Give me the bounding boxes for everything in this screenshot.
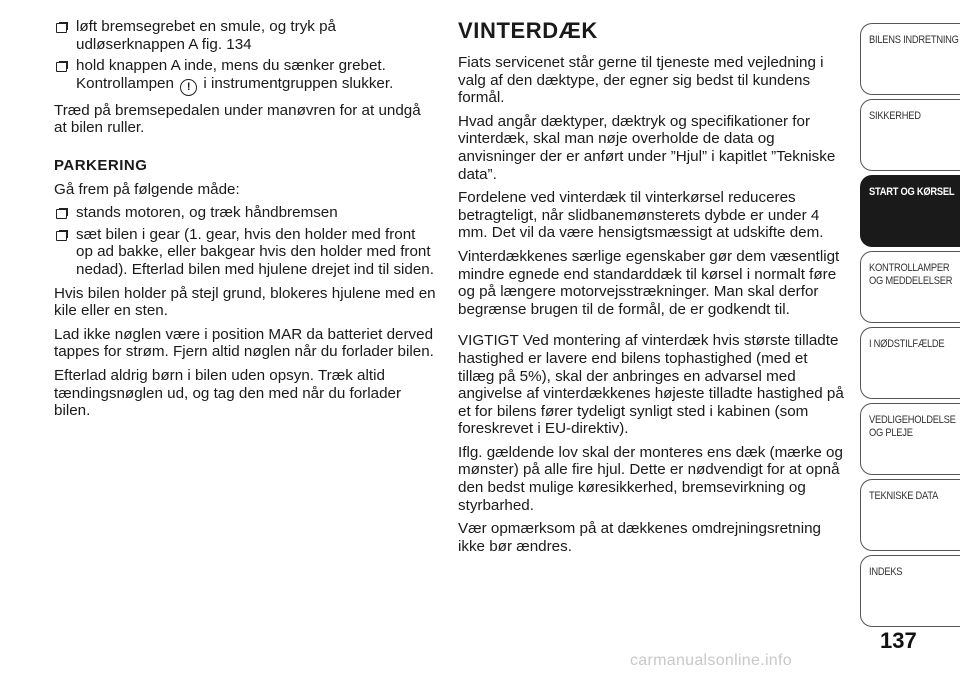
list-item: [54, 204, 436, 222]
bullet-text-part: hold knappen A inde, mens du sænker grebet. Kontrollampen: [76, 57, 386, 92]
page-number: 137: [880, 628, 917, 653]
important-paragraph: VIGTIGT Ved montering af vinterdæk hvis største tilladte hastighed er lavere end bilens tophastighed (med et tillæg på 5%), skal der anbringes en advarsel med angivelse af vinterdækkenes højeste tilladte hastighed på et for bilens fører tydeligt synligt sted i kabinen (som foreskrevet i EU-direktiv).: [458, 332, 844, 438]
tab-sikkerhed[interactable]: [860, 99, 960, 171]
parking-heading: PARKERING: [54, 156, 148, 174]
left-column: [54, 18, 436, 426]
parking-intro: Gå frem på følgende måde:: [54, 180, 240, 198]
bullet-text: løft bremsegrebet en smule, og tryk på udløserknappen A fig. 134: [76, 18, 336, 53]
checkbox-bullet-icon: [56, 209, 67, 219]
list-item: [54, 57, 436, 96]
tab-label: VEDLIGEHOLDELSE: [869, 414, 956, 426]
key-paragraph: Lad ikke nøglen være i position MAR da batteriet derved tappes for strøm. Fjern altid nøglen når du forlader bilen.: [54, 325, 434, 361]
brake-paragraph: Træd på bremsepedalen under manøvren for at undgå at bilen ruller.: [54, 101, 421, 137]
right-column: [458, 18, 846, 561]
tab-label: OG PLEJE: [869, 427, 913, 439]
bullet-text: sæt bilen i gear (1. gear, hvis den holder med front op ad bakke, eller bakgear hvis den holder med front nedad). Efterlad bilen med hjulene drejet ind til siden.: [76, 225, 434, 278]
watermark-text: carmanualsonline.info: [630, 652, 792, 669]
tab-label: SIKKERHED: [869, 110, 921, 122]
rotation-paragraph: Vær opmærksom på at dækkenes omdrejningsretning ikke bør ændres.: [458, 520, 821, 555]
parking-bullet-list: [54, 204, 436, 278]
bullet-text: stands motoren, og træk håndbremsen: [76, 204, 338, 222]
specs-paragraph: Hvad angår dæktyper, dæktryk og specifikationer for vinterdæk, skal man nøje overholde de data og anvisninger der er anført under ”Hjul” i kapitlet ”Tekniske data”.: [458, 112, 836, 183]
tab-label: TEKNISKE DATA: [869, 490, 939, 502]
checkbox-bullet-icon: [56, 62, 67, 72]
children-paragraph: Efterlad aldrig børn i bilen uden opsyn. Træk altid tændingsnøglen ud, og tag den med når du forlader bilen.: [54, 366, 402, 420]
intro-bullet-list: [54, 18, 436, 96]
tread-paragraph: Fordelene ved vinterdæk til vinterkørsel reduceres betragteligt, når slidbanemønsterets dybde er under 4 mm. Det vil da være hensigtsmæssigt at udskifte dem.: [458, 189, 824, 242]
checkbox-bullet-icon: [56, 231, 67, 241]
warning-lamp-icon: !: [180, 79, 197, 96]
list-item: [54, 18, 436, 53]
tab-vedligeholdelse[interactable]: [860, 403, 960, 475]
service-paragraph: Fiats servicenet står gerne til tjeneste med vejledning i valg af den dæktype, der egner sig bedst til kundens formål.: [458, 54, 824, 107]
tab-i-nodstilfaelde[interactable]: [860, 327, 960, 399]
bullet-text-part: i instrumentgruppen slukker.: [199, 74, 394, 92]
checkbox-bullet-icon: [56, 23, 67, 33]
tab-label: OG MEDDELELSER: [869, 275, 953, 287]
tab-label: I NØDSTILFÆLDE: [869, 338, 945, 350]
tab-start-og-korsel[interactable]: [860, 175, 960, 247]
law-paragraph: Iflg. gældende lov skal der monteres ens dæk (mærke og mønster) på alle fire hjul. Dette er nødvendigt for at opnå den bedst mulige køresikkerhed, bremsevirkning og styrbarhed.: [458, 443, 843, 514]
tab-indeks[interactable]: [860, 555, 960, 627]
usage-paragraph: Vinterdækkenes særlige egenskaber gør dem væsentligt mindre egnede end standarddæk til kørsel i normalt føre og på længere motorvejsstrækninger. Man skal derfor begrænse brugen til de formål, de er godkendt til.: [458, 247, 840, 318]
tab-kontrollamper[interactable]: [860, 251, 960, 323]
tab-label: INDEKS: [869, 566, 903, 578]
tab-tekniske-data[interactable]: [860, 479, 960, 551]
tab-label: KONTROLLAMPER: [869, 262, 950, 274]
tab-label: BILENS INDRETNING: [869, 34, 959, 46]
tab-label: START OG KØRSEL: [869, 186, 955, 198]
slope-paragraph: Hvis bilen holder på stejl grund, blokeres hjulene med en kile eller en sten.: [54, 284, 436, 320]
tab-bilens-indretning[interactable]: [860, 23, 960, 95]
winter-tyres-heading: VINTERDÆK: [458, 18, 598, 43]
list-item: [54, 226, 436, 279]
chapter-tab-sidebar: [860, 0, 960, 678]
